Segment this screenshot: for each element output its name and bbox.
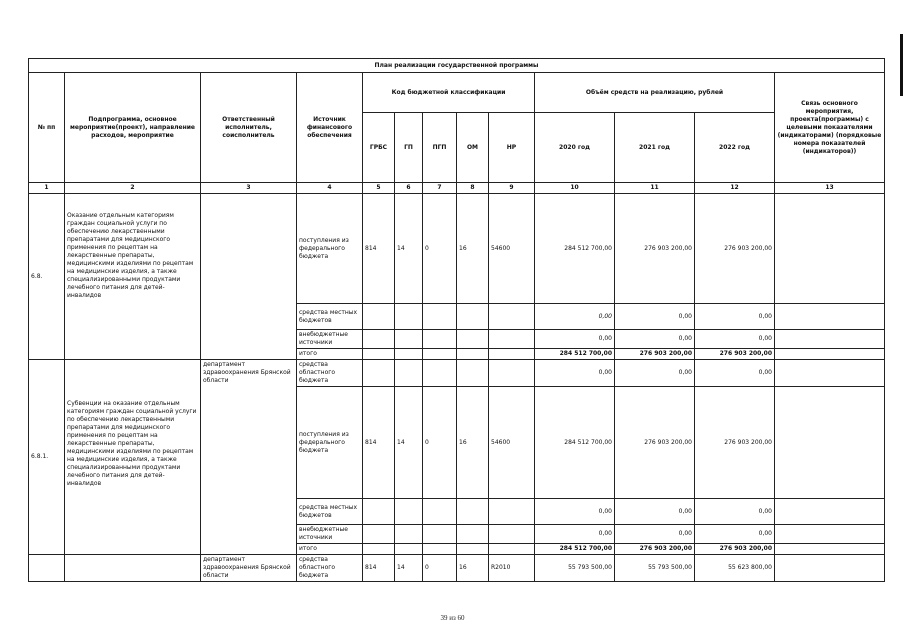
col-number: 5 <box>363 183 395 194</box>
table-row <box>29 555 885 582</box>
cell-2021: 0,00 <box>615 304 695 330</box>
cell-om: 16 <box>457 387 489 499</box>
row-source: итого <box>297 544 363 555</box>
cell-2020: 0,00 <box>535 525 615 544</box>
scan-edge-mark <box>900 34 903 96</box>
header-kbk: Код бюджетной классификации <box>363 73 535 113</box>
cell-np: 54600 <box>489 387 535 499</box>
header-2020: 2020 год <box>535 113 615 183</box>
cell-gp: 14 <box>395 555 423 582</box>
cell-2021: 276 903 200,00 <box>615 194 695 304</box>
row-source: средства местных бюджетов <box>297 304 363 330</box>
cell-2020: 0,00 <box>535 499 615 525</box>
row-source: поступления из федерального бюджета <box>297 194 363 304</box>
col-number: 4 <box>297 183 363 194</box>
cell-2021: 0,00 <box>615 360 695 387</box>
cell-pgp: 0 <box>423 387 457 499</box>
cell-2020: 284 512 700,00 <box>535 194 615 304</box>
col-number: 11 <box>615 183 695 194</box>
cell-grbs: 814 <box>363 387 395 499</box>
header-2021: 2021 год <box>615 113 695 183</box>
cell-2021: 0,00 <box>615 499 695 525</box>
row-name: Оказание отдельным категориям граждан социальной услуги по обеспечению лекарственными препаратами для медицинского применения по рецептам на лекарственные препараты, медицинскими изделиями по рецептам на медицинские изделия, а также специализированными продуктами лечебного питания для детей-инвалидов <box>65 194 201 360</box>
row-source: итого <box>297 349 363 360</box>
cell-2020: 55 793 500,00 <box>535 555 615 582</box>
row-source: внебюджетные источники <box>297 330 363 349</box>
cell-2021: 0,00 <box>615 330 695 349</box>
cell-2021: 276 903 200,00 <box>615 387 695 499</box>
cell-2022: 276 903 200,00 <box>695 194 775 304</box>
col-number: 3 <box>201 183 297 194</box>
cell-2022: 0,00 <box>695 360 775 387</box>
row-source: поступления из федерального бюджета <box>297 387 363 499</box>
col-number: 13 <box>775 183 885 194</box>
cell-2022: 276 903 200,00 <box>695 349 775 360</box>
row-source: средства областного бюджета <box>297 555 363 582</box>
cell-2020: 0,00 <box>535 360 615 387</box>
header-num: № пп <box>29 73 65 183</box>
cell-grbs: 814 <box>363 555 395 582</box>
cell-np: 54600 <box>489 194 535 304</box>
cell-2022: 0,00 <box>695 525 775 544</box>
header-om: ОМ <box>457 113 489 183</box>
cell-pgp: 0 <box>423 555 457 582</box>
header-2022: 2022 год <box>695 113 775 183</box>
cell-2020: 284 512 700,00 <box>535 349 615 360</box>
cell-2021: 55 793 500,00 <box>615 555 695 582</box>
col-number: 1 <box>29 183 65 194</box>
row-responsible: департамент здравоохранения Брянской области <box>201 555 297 582</box>
row-source: средства областного бюджета <box>297 360 363 387</box>
cell-2020: 284 512 700,00 <box>535 387 615 499</box>
row-source: внебюджетные источники <box>297 525 363 544</box>
col-number: 6 <box>395 183 423 194</box>
cell-2020: 0,00 <box>535 330 615 349</box>
header-responsible: Ответственный исполнитель, соисполнитель <box>201 73 297 183</box>
cell-2021: 276 903 200,00 <box>615 544 695 555</box>
cell-2020: 284 512 700,00 <box>535 544 615 555</box>
table-row <box>29 194 885 304</box>
row-num: 6.8.1. <box>29 360 65 555</box>
cell-2022: 55 623 800,00 <box>695 555 775 582</box>
cell-2022: 0,00 <box>695 304 775 330</box>
row-name: Субвенции на оказание отдельным категориям граждан социальной услуги по обеспечению лекарственными препаратами для медицинского применения по рецептам на лекарственные препараты, медицинскими изделиями по рецептам на медицинские изделия, а также специализированными продуктами лечебного питания для детей-инвалидов <box>65 360 201 555</box>
col-number: 7 <box>423 183 457 194</box>
cell-2022: 276 903 200,00 <box>695 544 775 555</box>
col-number: 2 <box>65 183 201 194</box>
cell-2022: 0,00 <box>695 330 775 349</box>
row-source: средства местных бюджетов <box>297 499 363 525</box>
header-subprogram: Подпрограмма, основное мероприятие(проект), направление расходов, мероприятие <box>65 73 201 183</box>
cell-gp: 14 <box>395 387 423 499</box>
header-source: Источник финансового обеспечения <box>297 73 363 183</box>
col-number: 9 <box>489 183 535 194</box>
row-responsible <box>201 194 297 360</box>
table-row <box>29 360 885 387</box>
cell-np: R2010 <box>489 555 535 582</box>
header-pgp: ПГП <box>423 113 457 183</box>
header-volume: Объём средств на реализацию, рублей <box>535 73 775 113</box>
header-np: НР <box>489 113 535 183</box>
cell-gp: 14 <box>395 194 423 304</box>
header-link: Связь основного мероприятия, проекта(программы) с целевыми показателями (индикаторами) (порядковые номера показателей (индикаторов)) <box>775 73 885 183</box>
header-gp: ГП <box>395 113 423 183</box>
program-plan-table <box>28 58 885 582</box>
col-number: 12 <box>695 183 775 194</box>
cell-2022: 0,00 <box>695 499 775 525</box>
row-num: 6.8. <box>29 194 65 360</box>
cell-2021: 276 903 200,00 <box>615 349 695 360</box>
header-grbs: ГРБС <box>363 113 395 183</box>
col-number: 10 <box>535 183 615 194</box>
page-number: 39 из 60 <box>440 614 465 622</box>
cell-grbs: 814 <box>363 194 395 304</box>
table-title: План реализации государственной программы <box>29 59 885 73</box>
col-number: 8 <box>457 183 489 194</box>
row-responsible: департамент здравоохранения Брянской области <box>201 360 297 555</box>
cell-2022: 276 903 200,00 <box>695 387 775 499</box>
cell-2021: 0,00 <box>615 525 695 544</box>
cell-link <box>775 194 885 304</box>
cell-om: 16 <box>457 194 489 304</box>
cell-pgp: 0 <box>423 194 457 304</box>
cell-2020: 0,00 <box>535 304 615 330</box>
cell-om: 16 <box>457 555 489 582</box>
